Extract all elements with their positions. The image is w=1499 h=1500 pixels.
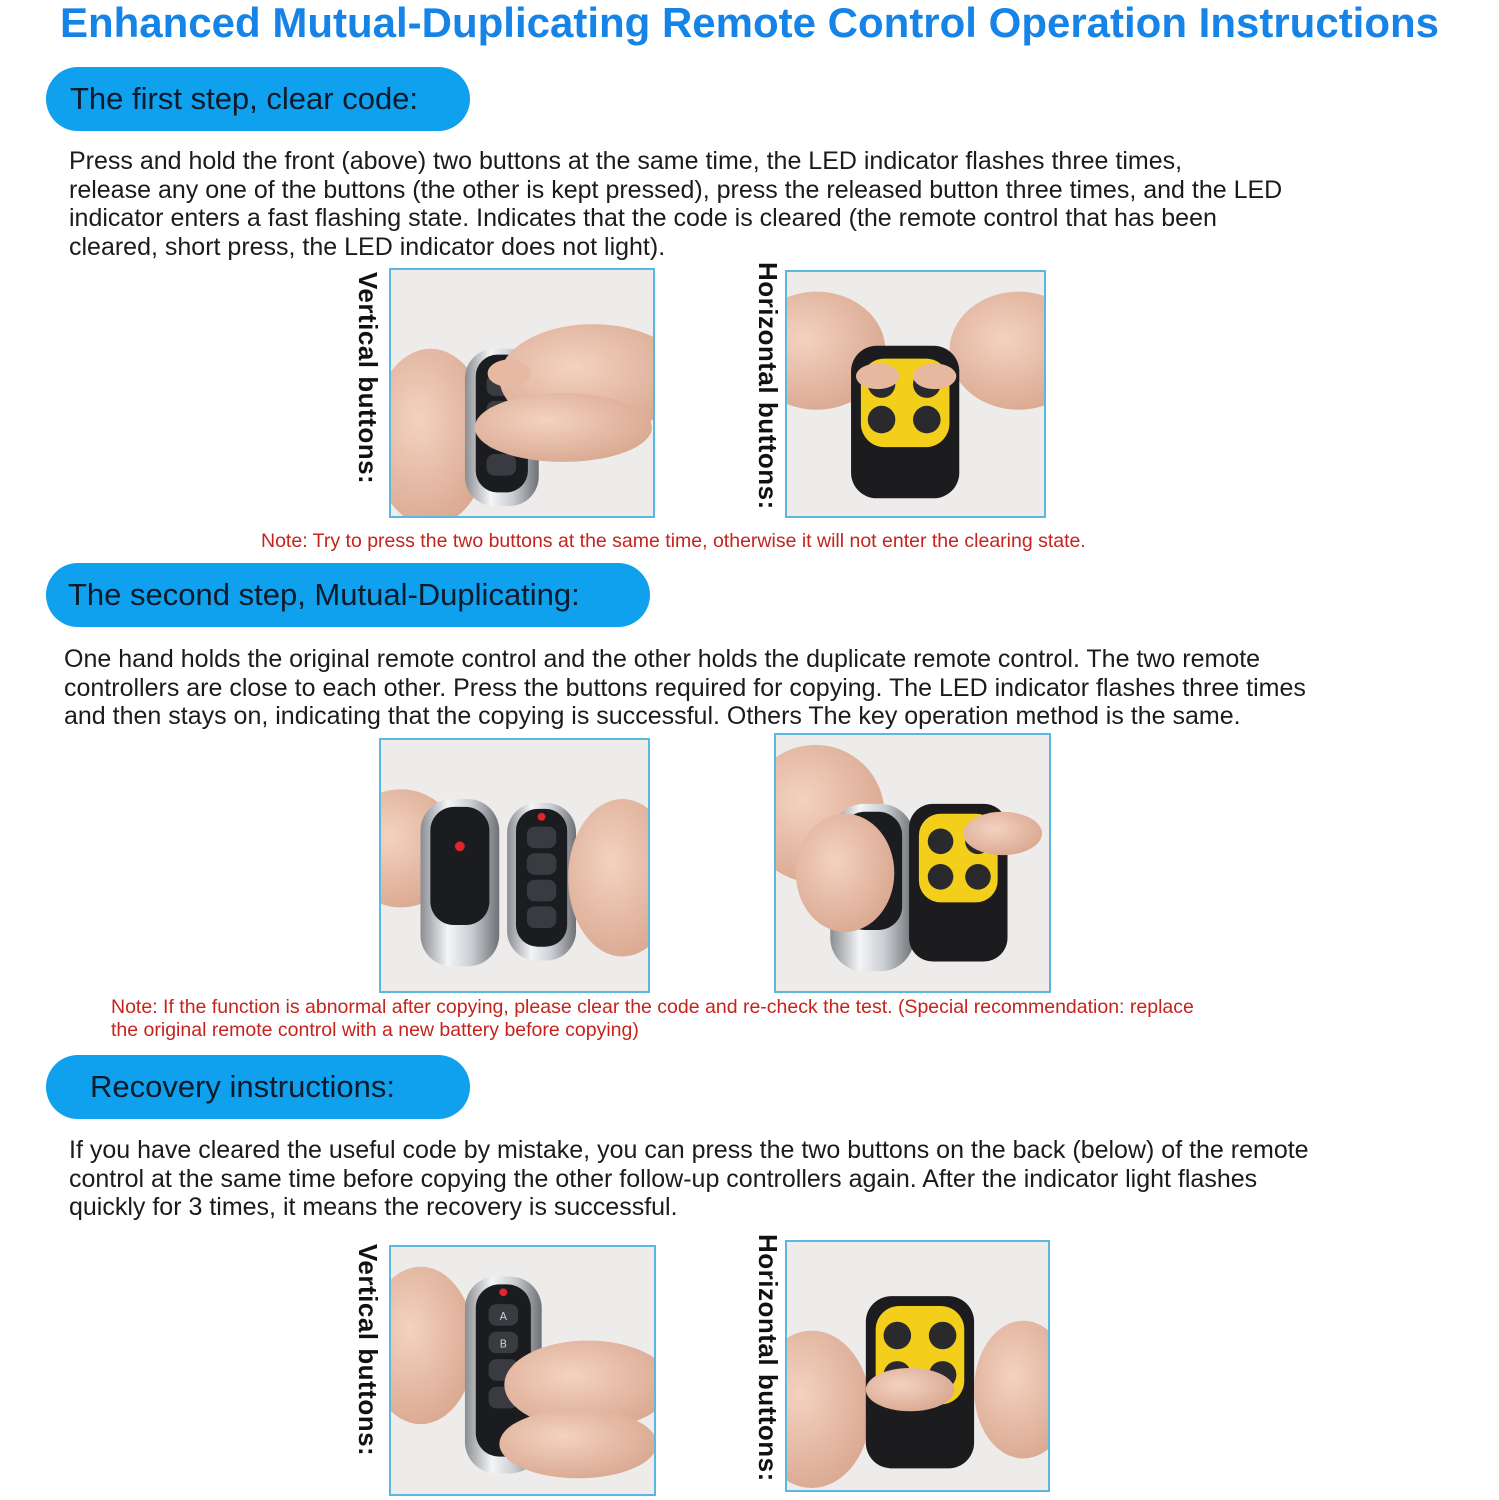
recovery-line: quickly for 3 times, it means the recovery is successful. — [69, 1193, 678, 1222]
recovery-line: If you have cleared the useful code by mistake, you can press the two buttons on the back (below) of the remote — [69, 1136, 1309, 1164]
step1-vertical-label: Vertical buttons: — [353, 272, 383, 485]
step1-heading: The first step, clear code: — [46, 67, 470, 131]
step2-line: and then stays on, indicating that the copying is successful. Others The key operation method is the same. — [64, 702, 1241, 731]
recovery-line: control at the same time before copying the other follow-up controllers again. After the indicator light flashes — [69, 1164, 1258, 1193]
step2-note-line: Note: If the function is abnormal after copying, please clear the code and re-check the test. (Special recommendation: replace — [111, 996, 1194, 1018]
step2-instructions — [64, 645, 1306, 731]
vertical-remote-illustration — [391, 270, 653, 516]
recovery-heading: Recovery instructions: — [46, 1055, 470, 1119]
recovery-instructions — [69, 1136, 1309, 1222]
step1-line: cleared, short press, the LED indicator does not light). — [69, 232, 666, 261]
step1-line: release any one of the buttons (the other is kept pressed), press the released button three times, and the LED — [69, 175, 1283, 204]
page-title: Enhanced Mutual-Duplicating Remote Control Operation Instructions — [59, 0, 1440, 46]
remote-key-label: B — [499, 1337, 508, 1351]
step1-horizontal-photo — [785, 270, 1046, 518]
recovery-vertical-remote-illustration — [391, 1247, 654, 1494]
step2-heading: The second step, Mutual-Duplicating: — [46, 563, 650, 627]
yellow-remote-copy-illustration — [776, 735, 1049, 991]
step2-note-line: the original remote control with a new battery before copying) — [111, 1019, 639, 1041]
recovery-horizontal-remote-illustration — [787, 1242, 1048, 1490]
step1-vertical-photo — [389, 268, 655, 518]
step2-line: One hand holds the original remote control and the other holds the duplicate remote control. The two remote — [64, 645, 1261, 673]
step1-line: indicator enters a fast flashing state. Indicates that the code is cleared (the remote control that has been — [69, 204, 1217, 233]
step2-original-duplicate-photo — [379, 738, 650, 993]
recovery-horizontal-label: Horizontal buttons: — [753, 1234, 783, 1482]
step2-note — [111, 996, 1194, 1042]
recovery-vertical-photo — [389, 1245, 656, 1496]
horizontal-remote-illustration — [787, 272, 1044, 516]
two-remotes-illustration — [381, 740, 648, 991]
remote-key-label: A — [499, 1309, 508, 1323]
step1-line: Press and hold the front (above) two buttons at the same time, the LED indicator flashes three times, — [69, 147, 1183, 175]
step1-note: Note: Try to press the two buttons at the same time, otherwise it will not enter the clearing state. — [261, 530, 1086, 552]
recovery-vertical-label: Vertical buttons: — [353, 1244, 383, 1457]
step1-horizontal-label: Horizontal buttons: — [753, 262, 783, 510]
recovery-horizontal-photo — [785, 1240, 1050, 1492]
step1-instructions — [69, 147, 1282, 261]
step2-line: controllers are close to each other. Press the buttons required for copying. The LED indicator flashes three times — [64, 673, 1306, 702]
step2-yellow-remote-photo — [774, 733, 1051, 993]
